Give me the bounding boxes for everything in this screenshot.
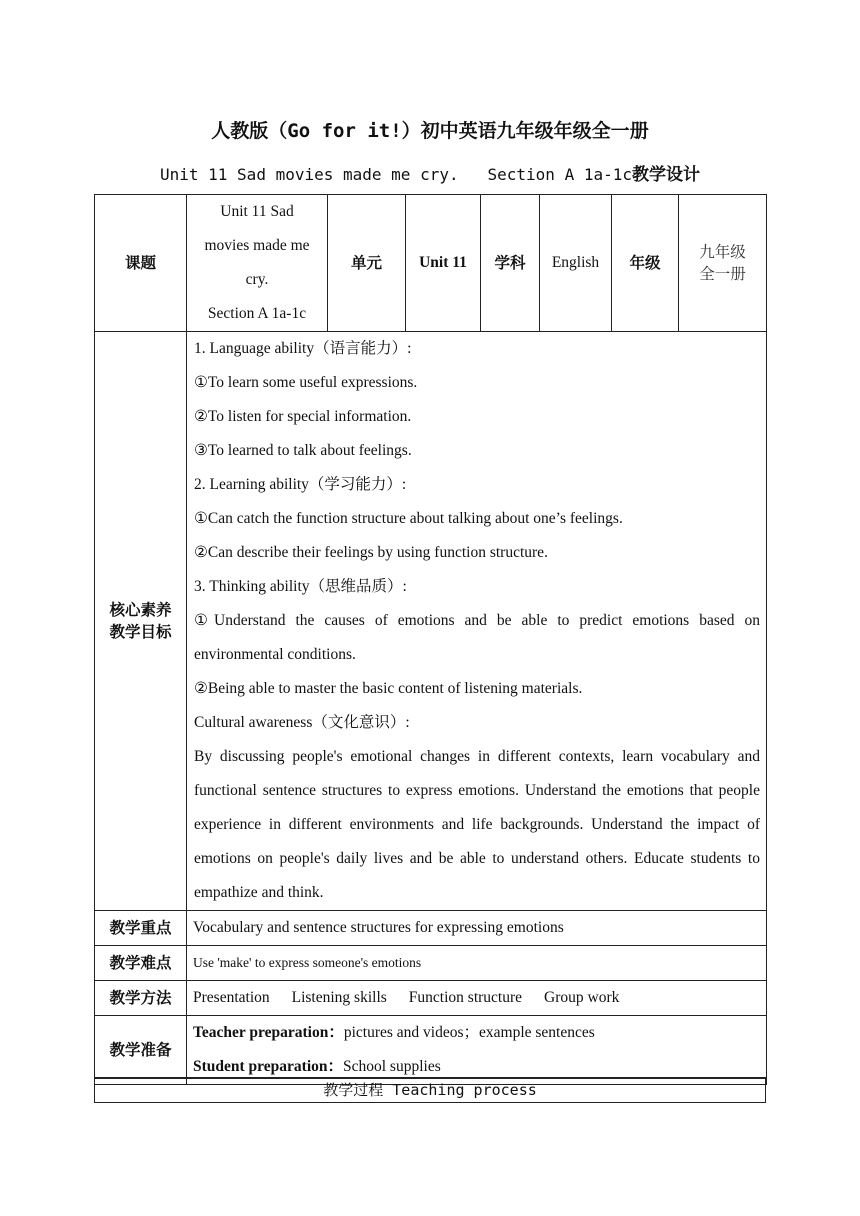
subtitle-text: Unit 11 Sad movies made me cry. Section A 1a-1c	[159, 165, 632, 184]
method-item: Function structure	[408, 989, 523, 1006]
teacher-preparation	[193, 1016, 760, 1050]
student-prep-label: Student preparation：	[193, 1058, 343, 1075]
teacher-prep-value: pictures and videos；example sentences	[343, 1024, 595, 1041]
methods-value	[187, 981, 767, 1016]
student-prep-value: School supplies	[343, 1058, 441, 1075]
method-item: Listening skills	[291, 989, 387, 1006]
document-subtitle	[0, 160, 860, 185]
topic-value	[187, 195, 328, 332]
grade-label: 年级	[612, 195, 679, 332]
objective-item: ③To learned to talk about feelings.	[194, 442, 412, 459]
objective-item: ②Being able to master the basic content of listening materials.	[194, 680, 583, 697]
document-title: 人教版（Go for it!）初中英语九年级年级全一册	[211, 120, 649, 142]
topic-line: cry.	[245, 271, 269, 288]
subject-label: 学科	[481, 195, 540, 332]
topic-line: Unit 11 Sad	[220, 203, 294, 220]
topic-line: movies made me	[204, 237, 310, 254]
objectives-row	[95, 332, 767, 911]
objective-item: Cultural awareness（文化意识）:	[194, 714, 410, 731]
teacher-prep-label: Teacher preparation：	[193, 1024, 344, 1041]
objectives-content	[187, 332, 767, 911]
key-points-row	[95, 911, 767, 946]
objectives-label-line: 核心素养	[109, 601, 172, 619]
objective-item: ①To learn some useful expressions.	[194, 374, 418, 391]
objective-item: ②To listen for special information.	[194, 408, 412, 425]
difficulty-label: 教学难点	[95, 946, 187, 981]
subtitle-suffix: 教学设计	[632, 165, 700, 185]
objective-item: ①Understand the causes of emotions and be able to predict emotions based on environmental conditions.	[194, 612, 760, 663]
objectives-label	[95, 332, 187, 911]
topic-label: 课题	[95, 195, 187, 332]
objective-item: 2. Learning ability（学习能力）:	[194, 476, 407, 493]
lesson-plan-table	[94, 194, 767, 1085]
preparation-value	[187, 1016, 767, 1085]
topic-line: Section A 1a-1c	[207, 305, 307, 322]
objective-item: ②Can describe their feelings by using function structure.	[194, 544, 548, 561]
methods-label: 教学方法	[95, 981, 187, 1016]
objectives-label-line: 教学目标	[109, 623, 172, 641]
method-item: Presentation	[193, 989, 270, 1006]
objective-item: 1. Language ability（语言能力）:	[194, 340, 412, 357]
unit-value: Unit 11	[406, 195, 481, 332]
difficulty-value: Use 'make' to express someone's emotions	[187, 946, 767, 981]
key-points-label: 教学重点	[95, 911, 187, 946]
objective-item: By discussing people's emotional changes in different contexts, learn vocabulary and functional sentence structures to express emotions. Understand the emotions that people experience in different environments and life backgrounds. Understand the impact of emotions on people's daily lives and be able to understand others. Educate students to empathize and think.	[194, 748, 760, 901]
method-item: Group work	[544, 989, 620, 1006]
preparation-label: 教学准备	[95, 1016, 187, 1085]
unit-label: 单元	[328, 195, 406, 332]
objective-item: ①Can catch the function structure about talking about one’s feelings.	[194, 510, 623, 527]
objective-item: 3. Thinking ability（思维品质）:	[194, 578, 407, 595]
topic-row	[95, 195, 767, 332]
difficulty-row	[95, 946, 767, 981]
teaching-process-header: 教学过程 Teaching process	[94, 1077, 766, 1103]
subject-value: English	[540, 195, 612, 332]
key-points-value: Vocabulary and sentence structures for expressing emotions	[187, 911, 767, 946]
grade-line: 全一册	[699, 265, 746, 283]
preparation-row	[95, 1016, 767, 1085]
grade-line: 九年级	[699, 243, 746, 261]
methods-row	[95, 981, 767, 1016]
grade-value	[679, 195, 767, 332]
